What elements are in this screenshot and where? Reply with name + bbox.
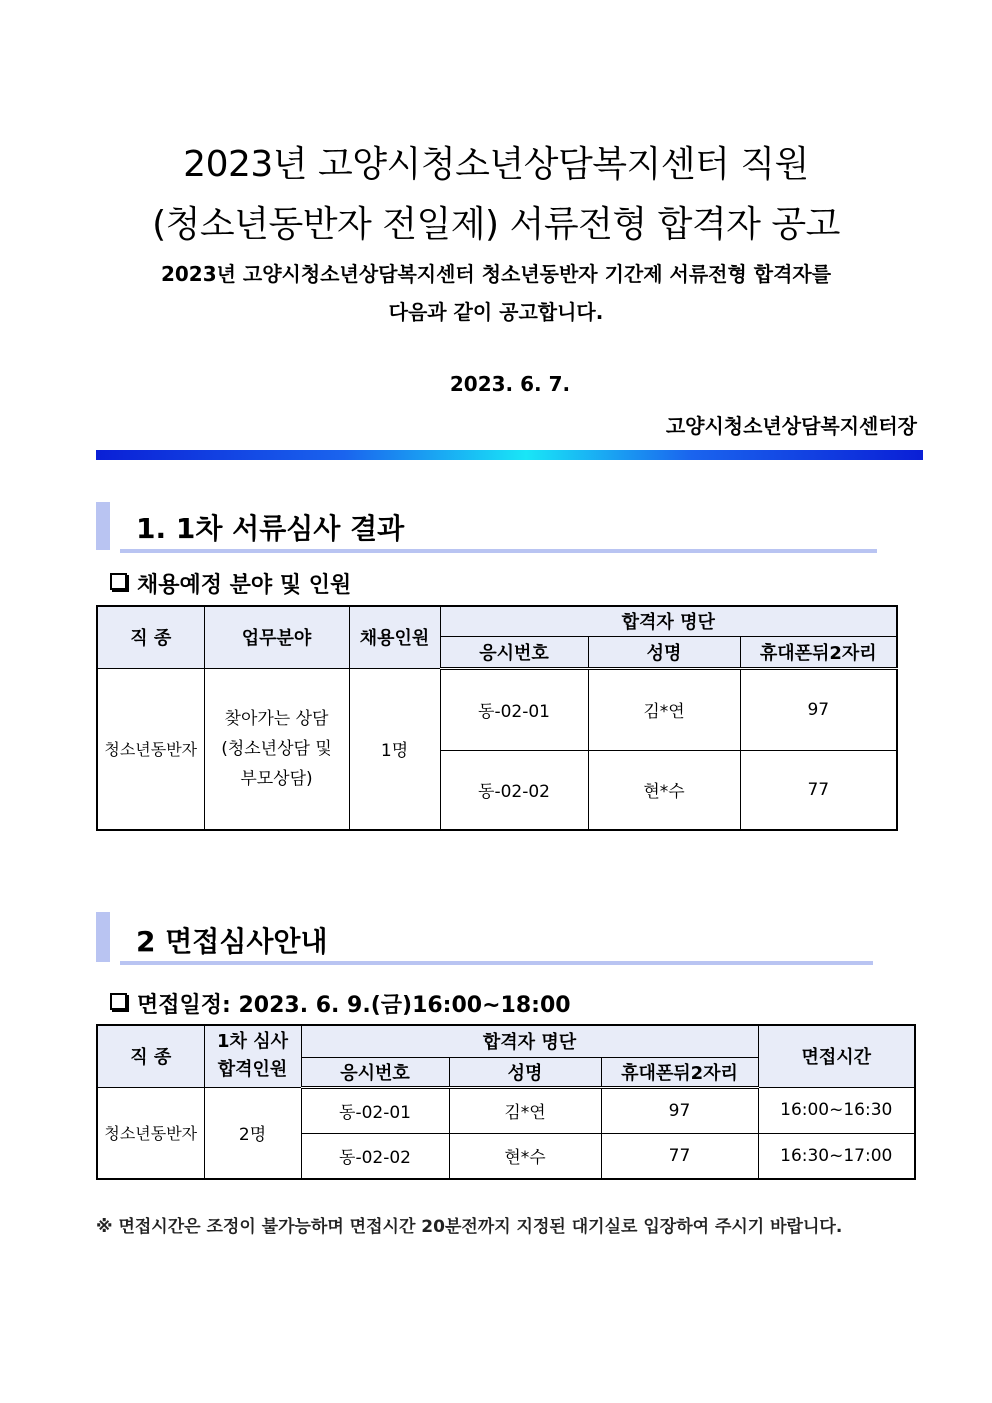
count-cell: 1명: [349, 668, 440, 830]
field-line-1: 찾아가는 상담: [224, 708, 329, 729]
section2-title: 2 면접심사안내: [136, 925, 328, 958]
gradient-divider: [96, 450, 923, 460]
header-pass-line-1: 1차 심사: [217, 1031, 288, 1053]
number-cell: 동-02-02: [301, 1133, 449, 1179]
announcement-date: 2023. 6. 7.: [449, 372, 571, 396]
section2-table: [96, 1024, 916, 1180]
time-cell: 16:30~17:00: [758, 1133, 915, 1179]
field-cell: [204, 668, 349, 830]
section1-bar: [96, 502, 110, 550]
phone-cell: 97: [601, 1087, 758, 1133]
job-cell: 청소년동반자: [97, 668, 204, 830]
header-name: 성명: [449, 1057, 601, 1087]
header-job: 직 종: [97, 606, 204, 668]
phone-cell: 97: [740, 668, 897, 750]
phone-cell: 77: [740, 750, 897, 830]
checkbox-icon: [110, 993, 127, 1010]
header-pass-count: [204, 1025, 301, 1087]
header-time: 면접시간: [758, 1025, 915, 1087]
section2-bar: [96, 912, 110, 962]
section1-table: [96, 605, 898, 831]
number-cell: 동-02-01: [440, 668, 588, 750]
job-cell: 청소년동반자: [97, 1087, 204, 1179]
header-pass-line-2: 합격인원: [217, 1059, 288, 1081]
header-number: 응시번호: [440, 636, 588, 668]
title-line-2: (청소년동반자 전일제) 서류전형 합격자 공고: [152, 204, 840, 245]
checkbox-icon: [110, 573, 127, 590]
section1-subtitle: [110, 568, 351, 599]
footnote: ※ 면접시간은 조정이 불가능하며 면접시간 20분전까지 지정된 대기실로 입장하여 주시기 바랍니다.: [96, 1217, 843, 1237]
header-passers: 합격자 명단: [440, 606, 897, 636]
section2-subtitle: [110, 988, 571, 1019]
title-line-1: 2023년 고양시청소년상담복지센터 직원: [183, 144, 809, 185]
header-job: 직 종: [97, 1025, 204, 1087]
field-line-3: 부모상담): [240, 768, 313, 789]
section2-underline: [120, 961, 873, 965]
section1-subtitle-text: 채용예정 분야 및 인원: [137, 573, 352, 598]
header-field: 업무분야: [204, 606, 349, 668]
name-cell: 현*수: [449, 1133, 601, 1179]
section1-title: 1. 1차 서류심사 결과: [136, 512, 405, 545]
time-cell: 16:00~16:30: [758, 1087, 915, 1133]
lead-line-1: 2023년 고양시청소년상담복지센터 청소년동반자 기간제 서류전형 합격자를: [160, 262, 832, 286]
number-cell: 동-02-02: [440, 750, 588, 830]
header-number: 응시번호: [301, 1057, 449, 1087]
organization-name: 고양시청소년상담복지센터장: [665, 414, 917, 438]
number-cell: 동-02-01: [301, 1087, 449, 1133]
field-line-2: (청소년상담 및: [221, 738, 332, 759]
section1-underline: [120, 549, 877, 553]
header-count: 채용인원: [349, 606, 440, 668]
section2-subtitle-text: 면접일정: 2023. 6. 9.(금)16:00~18:00: [137, 993, 571, 1018]
header-phone: 휴대폰뒤2자리: [601, 1057, 758, 1087]
header-name: 성명: [588, 636, 740, 668]
name-cell: 현*수: [588, 750, 740, 830]
phone-cell: 77: [601, 1133, 758, 1179]
name-cell: 김*연: [588, 668, 740, 750]
lead-line-2: 다음과 같이 공고합니다.: [388, 300, 604, 324]
header-phone: 휴대폰뒤2자리: [740, 636, 897, 668]
pass-count-cell: 2명: [204, 1087, 301, 1179]
name-cell: 김*연: [449, 1087, 601, 1133]
header-passers: 합격자 명단: [301, 1025, 758, 1057]
